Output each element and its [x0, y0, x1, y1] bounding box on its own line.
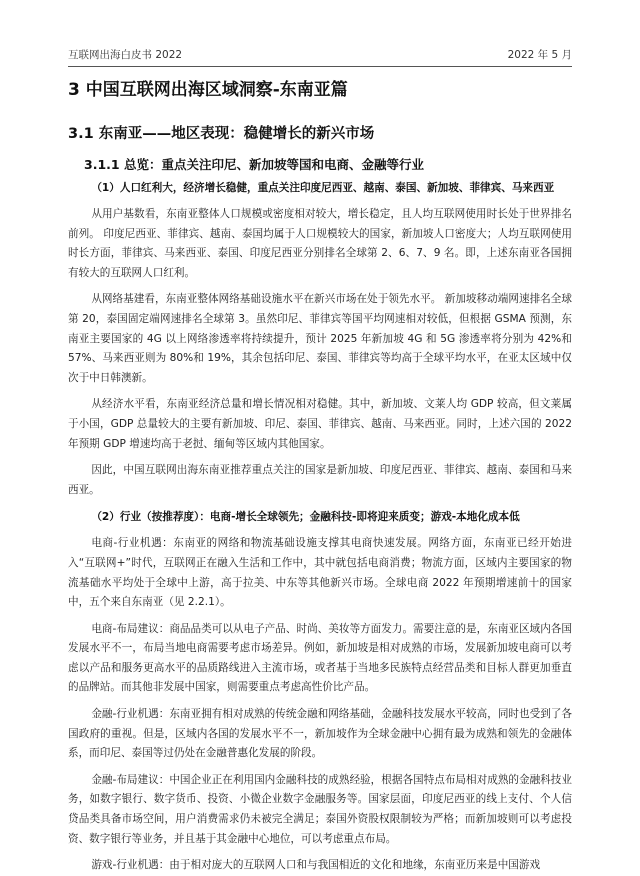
page-header: [68, 47, 572, 65]
spacer: [68, 283, 572, 290]
spacer: [68, 198, 572, 205]
paragraph-ecommerce-opportunity: 电商-行业机遇：东南亚的网络和物流基础设施支撑其电商快速发展。网络方面，东南亚已经开始进入“互联网+”时代，互联网正在融入生活和工作中，其中就包括电商消费；物流方面，区域内主要国家的物流基础水平均处于全球中上游，高于拉美、中东等其他新兴市场。全球电商 2022 年预期增速前十的国家中，五个来自东南亚（见 2.2.1）。: [68, 537, 572, 609]
header-left-text: 互联网出海白皮书 2022: [68, 49, 183, 61]
spacer: [68, 764, 572, 771]
spacer: [68, 613, 572, 620]
section-title: 3.1 东南亚——地区表现：稳健增长的新兴市场: [68, 126, 375, 142]
spacer: [68, 698, 572, 705]
heading-population: （1）人口红利大，经济增长稳健，重点关注印度尼西亚、越南、泰国、新加坡、菲律宾、马来西亚: [91, 182, 555, 194]
spacer: [68, 500, 572, 507]
paragraph-gaming-opportunity: 游戏-行业机遇：由于相对庞大的互联网人口和与我国相近的文化和地缘，东南亚历来是中国游戏: [91, 859, 541, 872]
paragraph-ecommerce-advice: 电商-布局建议：商品品类可以从电子产品、时尚、美妆等方面发力。需要注意的是，东南亚区域内各国发展水平不一，布局当地电商需要考虑市场差异。例如，新加坡是相对成熟的市场，发展新加坡电商可以考虑以产品和服务更高水平的品质路线进入主流市场，或者基于当地多民族特点经营品类和目标人群更加垂直的品牌站。而其他非发展中国家，则需要重点考虑高性价比产品。: [68, 622, 572, 694]
spacer: [68, 527, 572, 534]
body-text: [68, 178, 572, 876]
paragraph-economy: 从经济水平看，东南亚经济总量和增长情况相对稳健。其中，新加坡、文莱人均 GDP 较高，但文莱属于小国，GDP 总量较大的主要有新加坡、印尼、泰国、菲律宾、越南、马来西亚。同时，上述六国的 2022 年预期 GDP 增速均高于老挝、缅甸等区域内其他国家。: [68, 398, 572, 450]
paragraph-conclusion: 因此，中国互联网出海东南亚推荐重点关注的国家是新加坡、印度尼西亚、菲律宾、越南、泰国和马来西亚。: [68, 464, 572, 496]
chapter-title: 3 中国互联网出海区域洞察-东南亚篇: [68, 80, 348, 100]
header-rule: [68, 66, 572, 67]
paragraph-finance-opportunity: 金融-行业机遇：东南亚拥有相对成熟的传统金融和网络基础，金融科技发展水平较高，同时也受到了各国政府的重视。但是，区域内各国的发展水平不一，新加坡作为全球金融中心拥有最为成熟和领先的金融体系，而印尼、泰国等过仍处在金融普惠化发展的阶段。: [68, 708, 572, 760]
paragraph-user-base: 从用户基数看，东南亚整体人口规模或密度相对较大，增长稳定，且人均互联网使用时长处于世界排名前列。 印度尼西亚、菲律宾、越南、泰国均属于人口规模较大的国家，新加坡人口密度大；人均互联网使用时长方面，菲律宾、马来西亚、泰国、印度尼西亚分别排名全球第 2、6、7、9 名。即，上述东南亚各国拥有较大的互联网人口红利。: [68, 208, 572, 279]
spacer: [68, 454, 572, 461]
paragraph-finance-advice: 金融-布局建议：中国企业正在利用国内金融科技的成熟经验，根据各国特点布局相对成熟的金融科技业务，如数字银行、数字货币、投资、小微企业数字金融服务等。国家层面，印度尼西亚的线上支付、个人信贷品类具备市场空间，用户消费需求仍未被完全满足；泰国外资股权限制较为严格；而新加坡则可以考虑投资、数字银行等业务，并且基于其金融中心地位，可以考虑重点布局。: [68, 773, 572, 845]
subsection-title: 3.1.1 总览：重点关注印尼、新加坡等国和电商、金融等行业: [84, 157, 424, 172]
paragraph-network: 从网络基建看，东南亚整体网络基础设施水平在新兴市场在处于领先水平。 新加坡移动端网速排名全球第 20，泰国固定端网速排名全球第 3。虽然印尼、菲律宾等国平均网速相对较低，但根据 GSMA 预测，东南亚主要国家的 4G 以上网络渗透率将持续提升，预计 2025 年新加坡 4G 和 5G 渗透率将分别为 42%和 57%、马来西亚则为 80%和 19%，其余包括印尼、泰国、菲律宾等均高于全球平均水平，在亚太区域中仅次于中日韩澳新。: [68, 293, 572, 384]
heading-industries: （2）行业（按推荐度）：电商-增长全球领先；金融科技-即将迎来质变；游戏-本地化成本低: [91, 511, 520, 524]
spacer: [68, 388, 572, 395]
header-date: 2022 年 5 月: [507, 49, 572, 61]
spacer: [68, 849, 572, 856]
